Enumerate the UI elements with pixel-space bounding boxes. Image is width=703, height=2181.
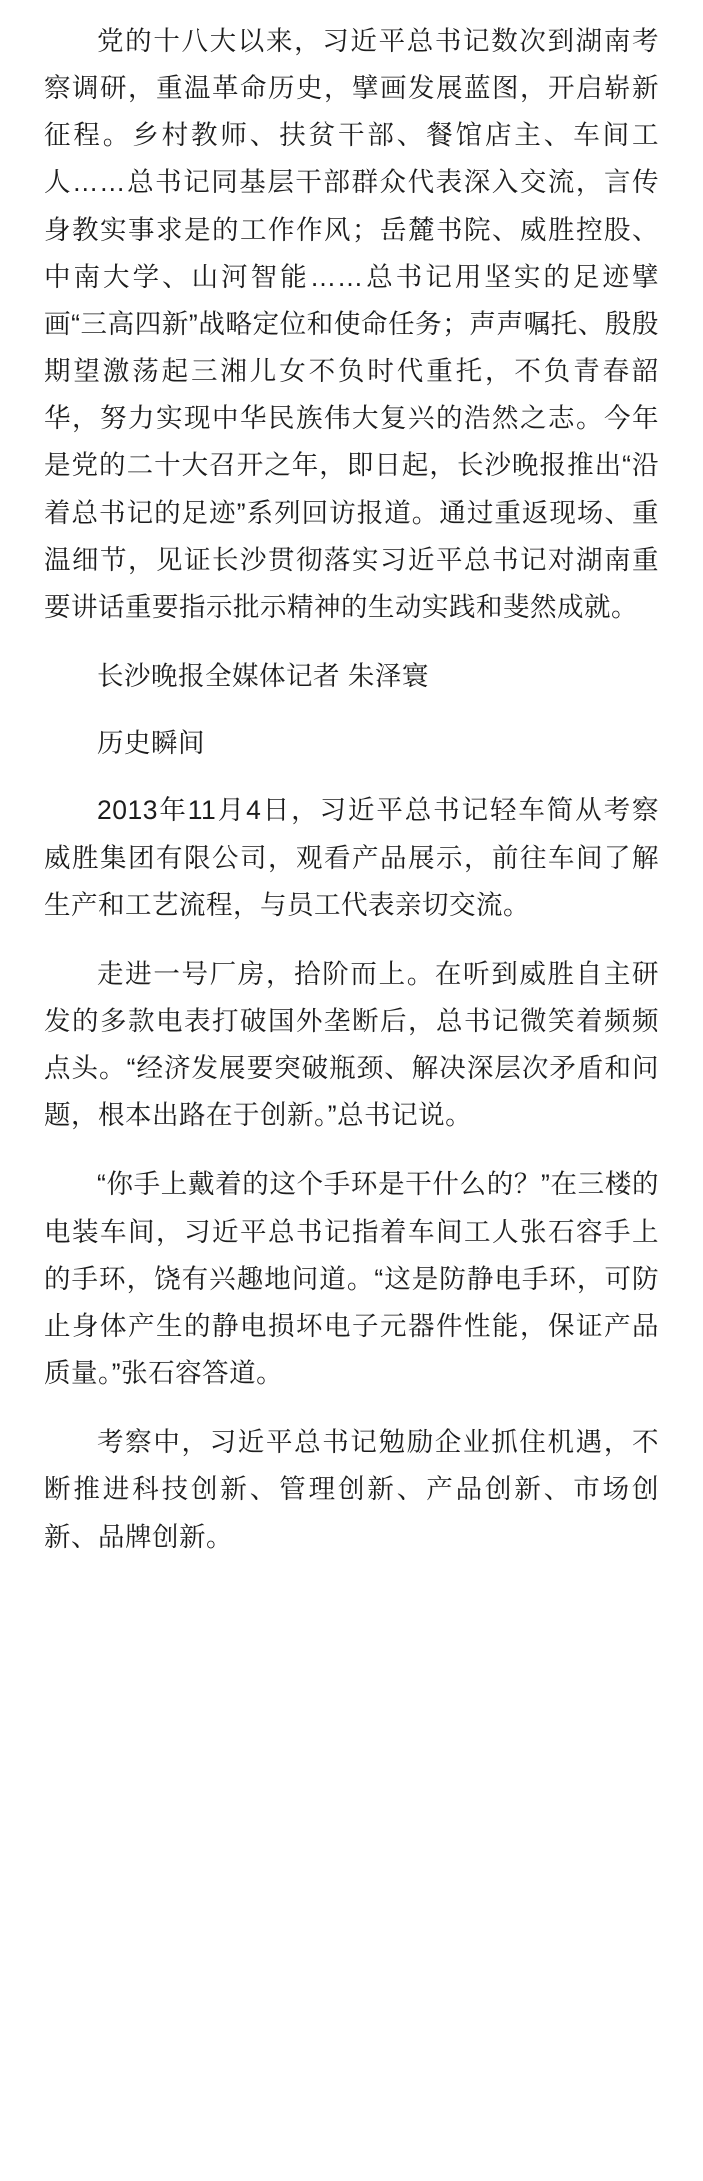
body-paragraph-4: 考察中，习近平总书记勉励企业抓住机遇，不断推进科技创新、管理创新、产品创新、市场创新、品牌创新。	[44, 1427, 659, 1552]
body-paragraph-2: 走进一号厂房，拾阶而上。在听到威胜自主研发的多款电表打破国外垄断后，总书记微笑着频频点头。“经济发展要突破瓶颈、解决深层次矛盾和问题，根本出路在于创新。”总书记说。	[44, 958, 659, 1131]
section-heading: 历史瞬间	[97, 728, 205, 759]
byline: 长沙晚报全媒体记者 朱泽寰	[97, 661, 429, 692]
lead-paragraph: 党的十八大以来，习近平总书记数次到湖南考察调研，重温革命历史，擘画发展蓝图，开启崭新征程。乡村教师、扶贫干部、餐馆店主、车间工人……总书记同基层干部群众代表深入交流，言传身教实事求是的工作作风；岳麓书院、威胜控股、中南大学、山河智能……总书记用坚实的足迹擘画“三高四新”战略定位和使命任务；声声嘱托、殷殷期望激荡起三湘儿女不负时代重托，不负青春韶华，努力实现中华民族伟大复兴的浩然之志。今年是党的二十大召开之年，即日起，长沙晚报推出“沿着总书记的足迹”系列回访报道。通过重返现场、重温细节，见证长沙贯彻落实习近平总书记对湖南重要讲话重要指示批示精神的生动实践和斐然成就。	[44, 26, 659, 622]
body-paragraph-3: “你手上戴着的这个手环是干什么的？”在三楼的电装车间，习近平总书记指着车间工人张石容手上的手环，饶有兴趣地问道。“这是防静电手环，可防止身体产生的静电损坏电子元器件性能，保证产品质量。”张石容答道。	[44, 1169, 659, 1389]
body-paragraph-1: 2013年11月4日，习近平总书记轻车简从考察威胜集团有限公司，观看产品展示，前往车间了解生产和工艺流程，与员工代表亲切交流。	[44, 795, 659, 920]
